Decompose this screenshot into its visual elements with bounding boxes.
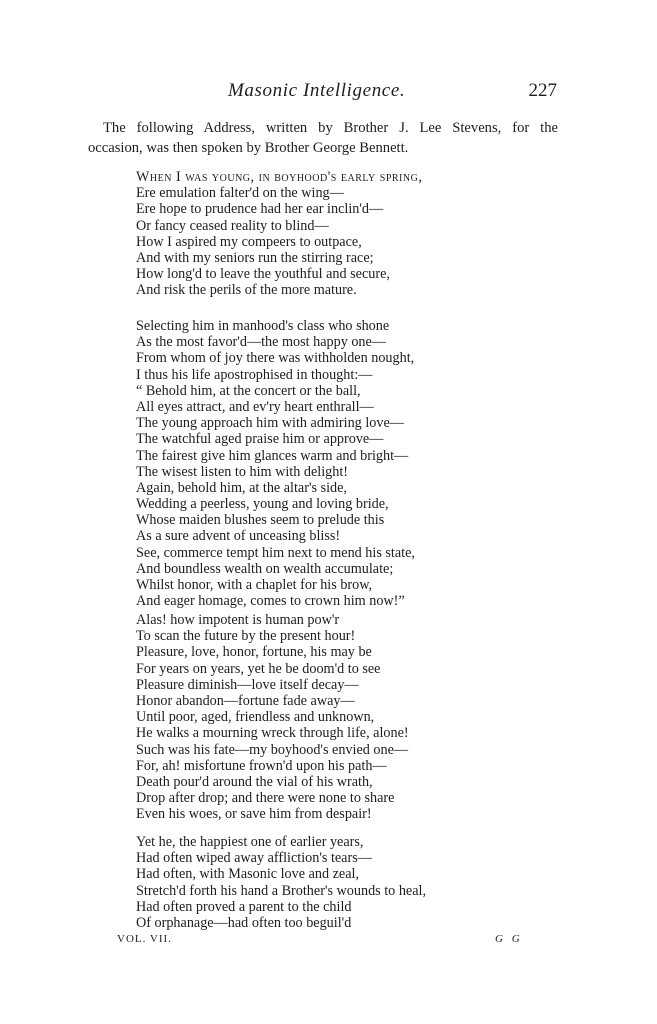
verse-line: For years on years, yet he be doom'd to see	[136, 660, 381, 677]
verse-line: Whose maiden blushes seem to prelude this	[136, 512, 385, 529]
verse-line: Had often wiped away affliction's tears—	[136, 850, 372, 867]
verse-line: The wisest listen to him with delight!	[136, 463, 349, 480]
verse-line: As a sure advent of unceasing bliss!	[136, 528, 341, 545]
verse-line: Ere emulation falter'd on the wing—	[136, 185, 344, 202]
verse-line: Pleasure, love, honor, fortune, his may be	[136, 644, 372, 661]
verse-line: Such was his fate—my boyhood's envied one—	[136, 741, 409, 758]
intro-paragraph	[88, 118, 558, 158]
verse-line: To scan the future by the present hour!	[136, 628, 356, 645]
stanza-1	[136, 169, 536, 299]
verse-line: Until poor, aged, friendless and unknown,	[136, 709, 375, 726]
page-number: 227	[528, 80, 557, 101]
verse-line: When I was young, in boyhood's early spring,	[136, 169, 423, 185]
running-title: Masonic Intelligence.	[228, 80, 406, 101]
running-head	[0, 80, 657, 104]
verse-line: “ Behold him, at the concert or the ball,	[136, 382, 361, 399]
verse-line: Had often, with Masonic love and zeal,	[136, 866, 359, 883]
verse-line: The fairest give him glances warm and bright—	[136, 447, 409, 464]
stanza-4	[136, 834, 536, 931]
intro-line: occasion, was then spoken by Brother George Bennett.	[88, 140, 409, 156]
verse-line: How I aspired my compeers to outpace,	[136, 233, 362, 250]
verse-line: Had often proved a parent to the child	[136, 898, 352, 915]
verse-line: For, ah! misfortune frown'd upon his path—	[136, 757, 387, 774]
verse-line: Stretch'd forth his hand a Brother's wounds to heal,	[136, 882, 426, 899]
verse-line: Or fancy ceased reality to blind—	[136, 217, 329, 234]
verse-line: From whom of joy there was withholden nought,	[136, 350, 415, 367]
verse-line: The watchful aged praise him or approve—	[136, 431, 384, 448]
verse-line: He walks a mourning wreck through life, alone!	[136, 725, 409, 742]
verse-line: How long'd to leave the youthful and secure,	[136, 266, 390, 283]
stanza-2	[136, 318, 536, 609]
verse-line: Yet he, the happiest one of earlier years,	[136, 834, 364, 850]
verse-line: The young approach him with admiring love—	[136, 415, 404, 432]
verse-line: Of orphanage—had often too beguil'd	[136, 914, 352, 931]
verse-line: Again, behold him, at the altar's side,	[136, 479, 347, 496]
verse-line: Pleasure diminish—love itself decay—	[136, 676, 359, 693]
verse-line: See, commerce tempt him next to mend his state,	[136, 544, 415, 561]
verse-line: Death pour'd around the vial of his wrath,	[136, 773, 373, 790]
verse-line: Honor abandon—fortune fade away—	[136, 692, 355, 709]
verse-line: Even his woes, or save him from despair!	[136, 806, 372, 823]
signature-mark: G G	[495, 933, 523, 945]
verse-line: Whilst honor, with a chaplet for his brow,	[136, 577, 373, 593]
verse-line: Selecting him in manhood's class who shone	[136, 318, 390, 334]
verse-line: All eyes attract, and ev'ry heart enthrall—	[136, 398, 374, 415]
page-footer	[0, 933, 657, 949]
verse-line: Ere hope to prudence had her ear inclin'd—	[136, 201, 384, 218]
verse-line: As the most favor'd—the most happy one—	[136, 334, 387, 351]
verse-line: Wedding a peerless, young and loving bride,	[136, 496, 389, 513]
stanza-3	[136, 612, 536, 822]
verse-line: And risk the perils of the more mature.	[136, 282, 357, 299]
verse-line: And eager homage, comes to crown him now!”	[136, 593, 405, 610]
intro-line: The following Address, written by Brother J. Lee Stevens, for the	[103, 120, 558, 136]
verse-line: And with my seniors run the stirring race;	[136, 249, 374, 266]
volume-label: VOL. VII.	[117, 933, 172, 945]
verse-line: Alas! how impotent is human pow'r	[136, 612, 340, 628]
verse-line: And boundless wealth on wealth accumulate;	[136, 560, 394, 577]
verse-line: Drop after drop; and there were none to share	[136, 790, 395, 807]
verse-line: I thus his life apostrophised in thought:—	[136, 366, 373, 383]
